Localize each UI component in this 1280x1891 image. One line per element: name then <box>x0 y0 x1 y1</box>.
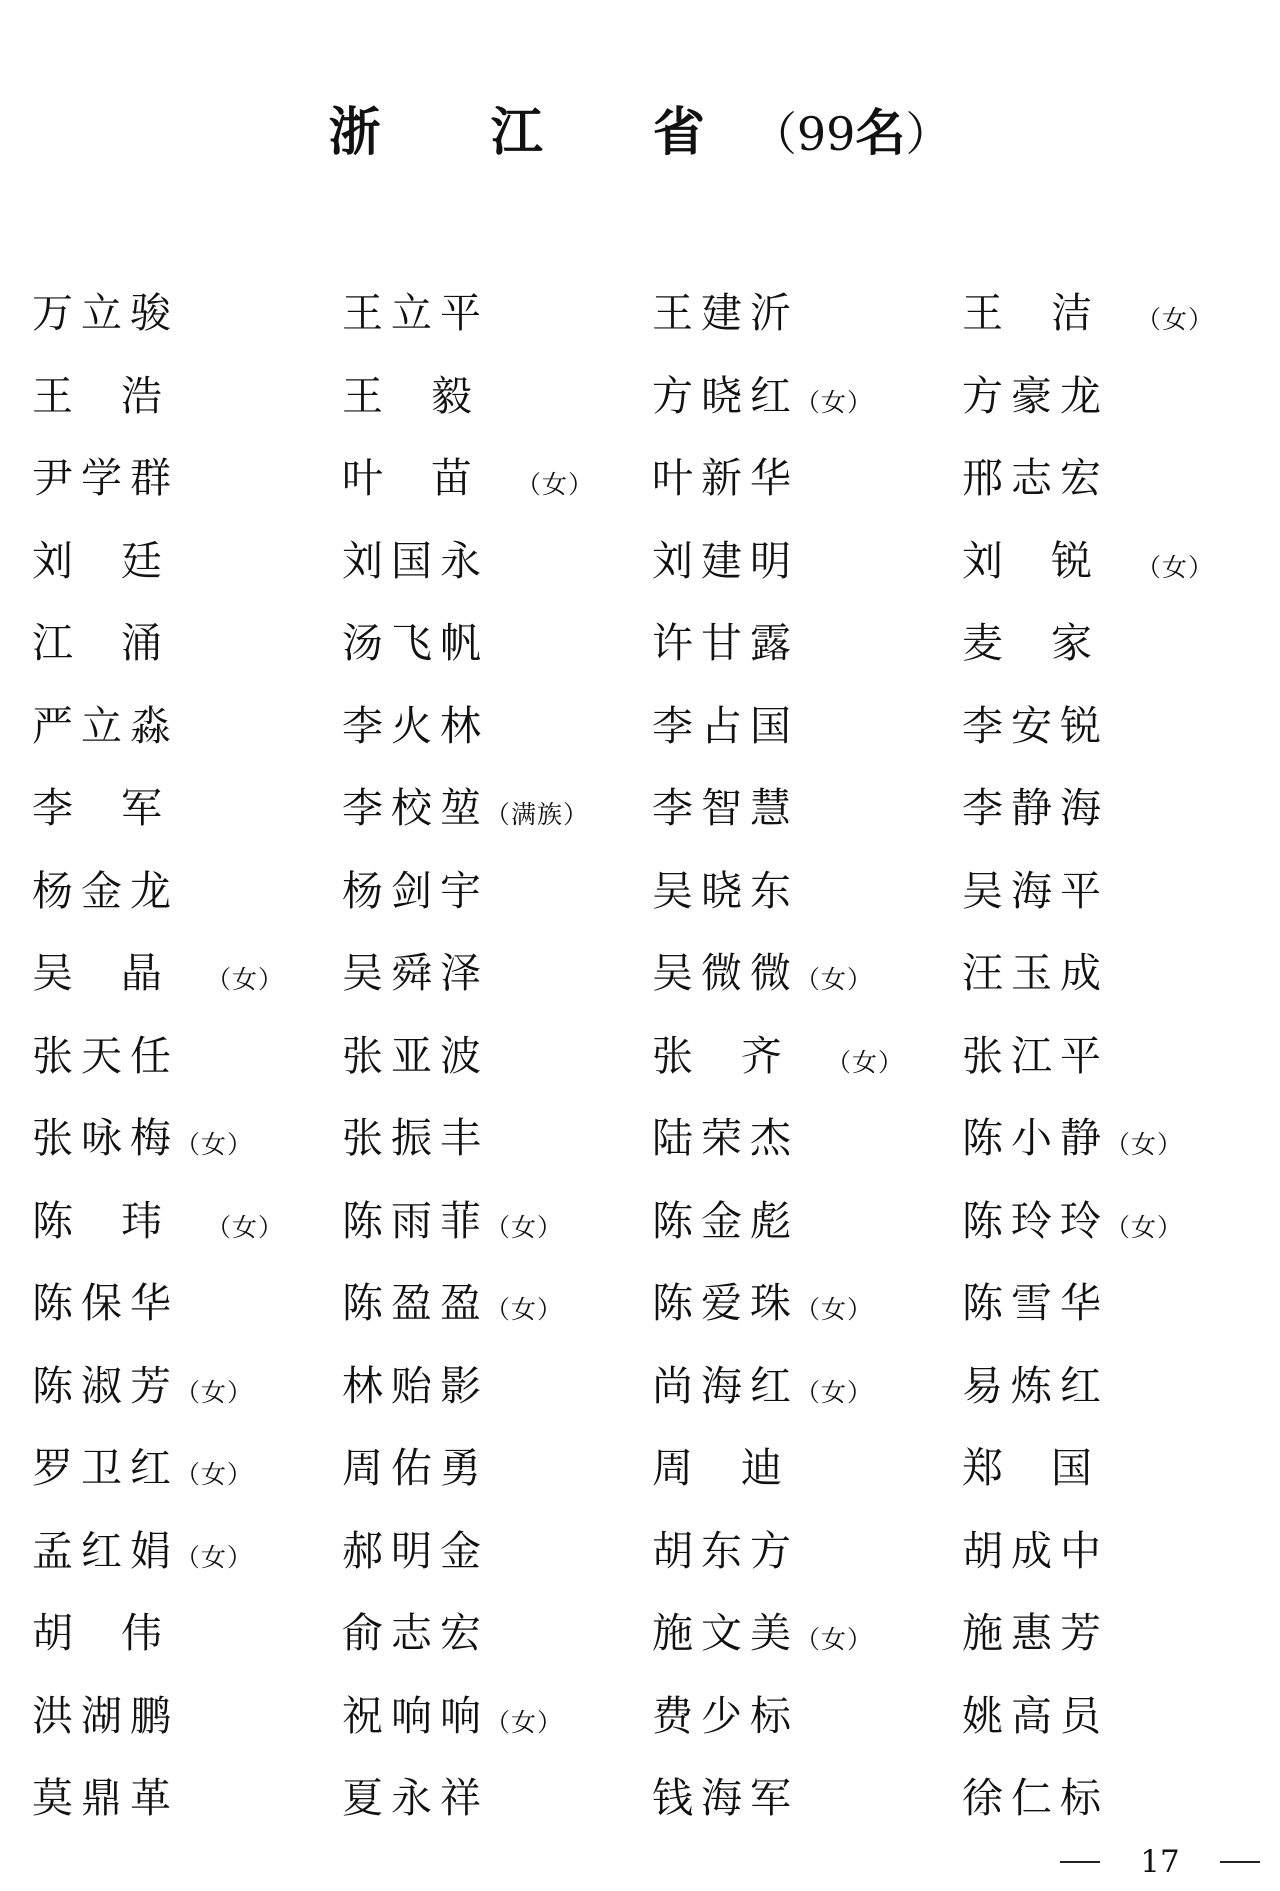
name-entry <box>652 767 962 850</box>
name-entry <box>32 520 342 603</box>
name-entry <box>962 1592 1260 1675</box>
person-note: （女） <box>206 965 285 995</box>
person-name: 陈盈盈 <box>342 1279 489 1328</box>
name-entry <box>342 1757 652 1840</box>
name-entry <box>652 685 962 768</box>
name-entry <box>962 1345 1260 1428</box>
name-entry <box>962 1427 1260 1510</box>
name-entry <box>652 602 962 685</box>
name-entry <box>652 1097 962 1180</box>
person-name: 杨剑宇 <box>342 866 489 915</box>
person-note: （女） <box>175 1130 254 1160</box>
person-name: 张振丰 <box>342 1114 489 1163</box>
name-entry <box>962 1262 1260 1345</box>
name-entry <box>342 355 652 438</box>
name-entry <box>962 1097 1260 1180</box>
person-name: 刘建明 <box>652 536 799 585</box>
name-entry <box>962 850 1260 933</box>
left-dash <box>1060 1861 1100 1863</box>
person-name: 邢志宏 <box>962 454 1109 503</box>
person-name: 吴晶 <box>32 949 210 998</box>
person-name: 周迪 <box>652 1444 830 1493</box>
name-entry <box>962 685 1260 768</box>
count-close-paren: ） <box>905 107 952 161</box>
person-name: 郝明金 <box>342 1526 489 1575</box>
name-entry <box>652 1180 962 1263</box>
name-entry <box>32 1262 342 1345</box>
name-entry <box>342 1592 652 1675</box>
name-entry <box>962 1675 1260 1758</box>
person-name: 吴晓东 <box>652 866 799 915</box>
person-name: 易炼红 <box>962 1361 1109 1410</box>
person-note: （女） <box>795 1377 874 1407</box>
person-name: 胡东方 <box>652 1526 799 1575</box>
person-name: 李火林 <box>342 701 489 750</box>
person-name: 方豪龙 <box>962 371 1109 420</box>
person-name: 许甘露 <box>652 619 799 668</box>
name-entry <box>32 1592 342 1675</box>
person-name: 施惠芳 <box>962 1609 1109 1658</box>
person-name: 费少标 <box>652 1691 799 1740</box>
person-name: 陆荣杰 <box>652 1114 799 1163</box>
person-name: 陈玮 <box>32 1196 210 1245</box>
name-entry <box>32 355 342 438</box>
page-title <box>0 98 1280 169</box>
person-note: （女） <box>795 1295 874 1325</box>
page-footer <box>1060 1842 1260 1882</box>
name-entry <box>962 602 1260 685</box>
name-entry <box>32 1757 342 1840</box>
name-entry <box>962 932 1260 1015</box>
person-note: （女） <box>516 470 595 500</box>
name-list <box>32 272 1260 1840</box>
person-note: （女） <box>1136 305 1215 335</box>
name-entry <box>32 850 342 933</box>
person-name: 尹学群 <box>32 454 179 503</box>
person-note: （女） <box>485 1212 564 1242</box>
person-note: （女） <box>826 1047 905 1077</box>
person-name: 严立淼 <box>32 701 179 750</box>
name-entry <box>652 1757 962 1840</box>
person-name: 王建沂 <box>652 289 799 338</box>
person-note: （女） <box>795 965 874 995</box>
name-entry <box>32 1510 342 1593</box>
name-entry <box>342 602 652 685</box>
person-note: （女） <box>175 1542 254 1572</box>
person-note: （女） <box>485 1295 564 1325</box>
province-name: 浙 江 省 <box>328 102 751 163</box>
name-entry <box>342 932 652 1015</box>
name-entry <box>652 1262 962 1345</box>
person-name: 罗卫红 <box>32 1444 179 1493</box>
name-entry <box>652 520 962 603</box>
person-name: 王洁 <box>962 289 1140 338</box>
name-entry <box>32 1427 342 1510</box>
person-name: 李安锐 <box>962 701 1109 750</box>
person-name: 洪湖鹏 <box>32 1691 179 1740</box>
person-name: 王浩 <box>32 371 210 420</box>
person-name: 吴海平 <box>962 866 1109 915</box>
person-name: 汪玉成 <box>962 949 1109 998</box>
person-note: （女） <box>1136 552 1215 582</box>
person-name: 陈雪华 <box>962 1279 1109 1328</box>
person-name: 张亚波 <box>342 1031 489 1080</box>
person-name: 张江平 <box>962 1031 1109 1080</box>
person-note: （女） <box>175 1460 254 1490</box>
name-entry <box>962 1510 1260 1593</box>
name-entry <box>342 1675 652 1758</box>
person-name: 莫鼎革 <box>32 1774 179 1823</box>
person-name: 孟红娟 <box>32 1526 179 1575</box>
name-entry <box>342 1510 652 1593</box>
name-entry <box>652 272 962 355</box>
person-name: 王毅 <box>342 371 520 420</box>
right-dash <box>1220 1861 1260 1863</box>
name-entry <box>962 767 1260 850</box>
person-name: 胡成中 <box>962 1526 1109 1575</box>
name-entry <box>342 685 652 768</box>
person-name: 张天任 <box>32 1031 179 1080</box>
person-note: （满族） <box>485 800 590 830</box>
name-entry <box>32 1345 342 1428</box>
name-entry <box>652 850 962 933</box>
person-name: 李军 <box>32 784 210 833</box>
person-note: （女） <box>1105 1212 1184 1242</box>
person-name: 徐仁标 <box>962 1774 1109 1823</box>
person-name: 江涌 <box>32 619 210 668</box>
person-name: 陈雨菲 <box>342 1196 489 1245</box>
person-name: 祝响响 <box>342 1691 489 1740</box>
name-entry <box>962 272 1260 355</box>
name-entry <box>962 1015 1260 1098</box>
name-entry <box>32 1675 342 1758</box>
person-name: 陈玲玲 <box>962 1196 1109 1245</box>
name-entry <box>962 1180 1260 1263</box>
name-entry <box>652 1592 962 1675</box>
person-name: 施文美 <box>652 1609 799 1658</box>
person-note: （女） <box>795 387 874 417</box>
name-entry <box>32 437 342 520</box>
name-entry <box>962 1757 1260 1840</box>
person-name: 尚海红 <box>652 1361 799 1410</box>
person-note: （女） <box>795 1625 874 1655</box>
person-note: （女） <box>1105 1130 1184 1160</box>
person-note: （女） <box>175 1377 254 1407</box>
person-name: 李静海 <box>962 784 1109 833</box>
person-name: 杨金龙 <box>32 866 179 915</box>
name-entry <box>342 850 652 933</box>
person-name: 陈淑芳 <box>32 1361 179 1410</box>
name-entry <box>962 437 1260 520</box>
name-entry <box>652 932 962 1015</box>
person-name: 夏永祥 <box>342 1774 489 1823</box>
person-name: 万立骏 <box>32 289 179 338</box>
person-name: 刘国永 <box>342 536 489 585</box>
name-entry <box>32 602 342 685</box>
name-entry <box>342 1097 652 1180</box>
person-name: 叶苗 <box>342 454 520 503</box>
person-name: 王立平 <box>342 289 489 338</box>
member-count <box>750 103 952 162</box>
name-entry <box>32 932 342 1015</box>
person-note: （女） <box>485 1707 564 1737</box>
name-entry <box>342 767 652 850</box>
person-name: 李占国 <box>652 701 799 750</box>
name-entry <box>962 520 1260 603</box>
person-name: 陈金彪 <box>652 1196 799 1245</box>
person-name: 胡伟 <box>32 1609 210 1658</box>
name-entry <box>652 1427 962 1510</box>
name-entry <box>32 1097 342 1180</box>
count-unit: 名 <box>855 103 906 162</box>
person-name: 俞志宏 <box>342 1609 489 1658</box>
person-name: 陈保华 <box>32 1279 179 1328</box>
name-entry <box>652 1015 962 1098</box>
name-entry <box>652 1675 962 1758</box>
person-name: 周佑勇 <box>342 1444 489 1493</box>
person-name: 姚高员 <box>962 1691 1109 1740</box>
name-entry <box>962 355 1260 438</box>
person-name: 李智慧 <box>652 784 799 833</box>
person-name: 陈爱珠 <box>652 1279 799 1328</box>
page-number: 17 <box>1140 1844 1180 1880</box>
person-name: 刘锐 <box>962 536 1140 585</box>
name-entry <box>32 1180 342 1263</box>
name-entry <box>32 685 342 768</box>
name-entry <box>652 355 962 438</box>
name-entry <box>342 520 652 603</box>
person-name: 张咏梅 <box>32 1114 179 1163</box>
name-entry <box>32 272 342 355</box>
person-name: 吴舜泽 <box>342 949 489 998</box>
person-name: 张齐 <box>652 1031 830 1080</box>
name-entry <box>342 1345 652 1428</box>
person-name: 郑国 <box>962 1444 1140 1493</box>
count-number: 99 <box>796 107 856 161</box>
name-entry <box>342 1427 652 1510</box>
name-entry <box>342 1015 652 1098</box>
person-name: 麦家 <box>962 619 1140 668</box>
name-entry <box>652 1510 962 1593</box>
person-name: 李校堃 <box>342 784 489 833</box>
name-entry <box>652 437 962 520</box>
person-name: 刘廷 <box>32 536 210 585</box>
count-open-paren: （ <box>750 107 797 161</box>
person-name: 钱海军 <box>652 1774 799 1823</box>
person-name: 林贻影 <box>342 1361 489 1410</box>
name-entry <box>342 437 652 520</box>
name-entry <box>32 1015 342 1098</box>
name-entry <box>342 1180 652 1263</box>
name-entry <box>652 1345 962 1428</box>
person-note: （女） <box>206 1212 285 1242</box>
person-name: 吴微微 <box>652 949 799 998</box>
person-name: 叶新华 <box>652 454 799 503</box>
name-entry <box>342 272 652 355</box>
person-name: 汤飞帆 <box>342 619 489 668</box>
person-name: 陈小静 <box>962 1114 1109 1163</box>
name-entry <box>32 767 342 850</box>
name-entry <box>342 1262 652 1345</box>
person-name: 方晓红 <box>652 371 799 420</box>
